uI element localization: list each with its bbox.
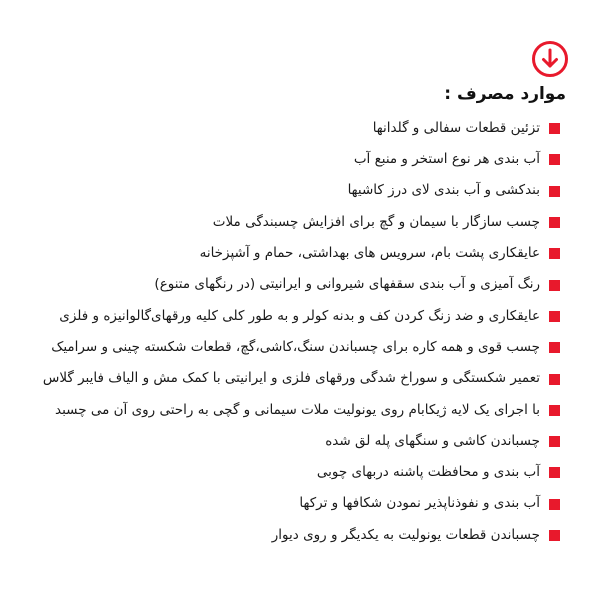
list-item bbox=[43, 144, 560, 175]
square-bullet-icon bbox=[549, 217, 560, 228]
list-item-text: بندکشی و آب بندی لای درز کاشیها bbox=[347, 182, 540, 199]
list-item-text: عایقکاری و ضد زنگ کردن کف و بدنه کولر و به طور کلی کلیه ورقهای‌گالوانیزه و فلزی bbox=[59, 307, 540, 324]
square-bullet-icon bbox=[549, 342, 560, 353]
list-item bbox=[43, 363, 560, 394]
list-item-text: آب بندی و محافظت پاشنه دربهای چوبی bbox=[316, 464, 540, 481]
list-item-text: تزئین قطعات سفالی و گلدانها bbox=[372, 119, 540, 136]
list-item bbox=[43, 207, 560, 238]
list-item-text: چسباندن قطعات یونولیت به یکدیگر و روی دیوار bbox=[271, 526, 540, 543]
list-item-text: با اجرای یک لایه ژیکابام روی یونولیت ملات سیمانی و گچی به راحتی روی آن می چسبد bbox=[55, 401, 540, 418]
download-circle-icon[interactable] bbox=[531, 40, 569, 78]
list-item-text: چسباندن کاشی و سنگهای پله لق شده bbox=[325, 432, 540, 449]
list-item bbox=[43, 301, 560, 332]
list-item bbox=[43, 520, 560, 551]
list-item bbox=[43, 238, 560, 269]
list-item-text: آب بندی هر نوع استخر و منبع آب bbox=[353, 151, 540, 168]
list-item bbox=[43, 176, 560, 207]
list-item-text: آب بندی و نفوذناپذیر نمودن شکافها و ترکها bbox=[299, 495, 540, 512]
list-item bbox=[43, 457, 560, 488]
list-item bbox=[43, 113, 560, 144]
square-bullet-icon bbox=[549, 530, 560, 541]
square-bullet-icon bbox=[549, 467, 560, 478]
section-title: موارد مصرف : bbox=[444, 84, 566, 104]
list-item-text: عایقکاری پشت بام، سرویس های بهداشتی، حمام و آشپزخانه bbox=[199, 245, 540, 262]
list-item bbox=[43, 395, 560, 426]
list-item bbox=[43, 269, 560, 300]
square-bullet-icon bbox=[549, 154, 560, 165]
square-bullet-icon bbox=[549, 123, 560, 134]
square-bullet-icon bbox=[549, 499, 560, 510]
list-item-text: رنگ آمیزی و آب بندی سقفهای شیروانی و ایرانیتی (در رنگهای متنوع) bbox=[154, 276, 540, 293]
list-item-text: تعمیر شکستگی و سوراخ شدگی ورقهای فلزی و ایرانیتی با کمک مش و الیاف فایبر گلاس bbox=[42, 370, 540, 387]
square-bullet-icon bbox=[549, 405, 560, 416]
list-item bbox=[43, 426, 560, 457]
list-item bbox=[43, 489, 560, 520]
list-item-text: چسب قوی و همه کاره برای چسباندن سنگ،کاشی،گچ، قطعات شکسته چینی و سرامیک bbox=[51, 338, 540, 355]
square-bullet-icon bbox=[549, 374, 560, 385]
square-bullet-icon bbox=[549, 186, 560, 197]
square-bullet-icon bbox=[549, 311, 560, 322]
square-bullet-icon bbox=[549, 248, 560, 259]
square-bullet-icon bbox=[549, 436, 560, 447]
square-bullet-icon bbox=[549, 280, 560, 291]
usage-list bbox=[43, 113, 560, 551]
list-item bbox=[43, 332, 560, 363]
list-item-text: چسب سازگار با سیمان و گچ برای افزایش چسبندگی ملات bbox=[212, 213, 540, 230]
